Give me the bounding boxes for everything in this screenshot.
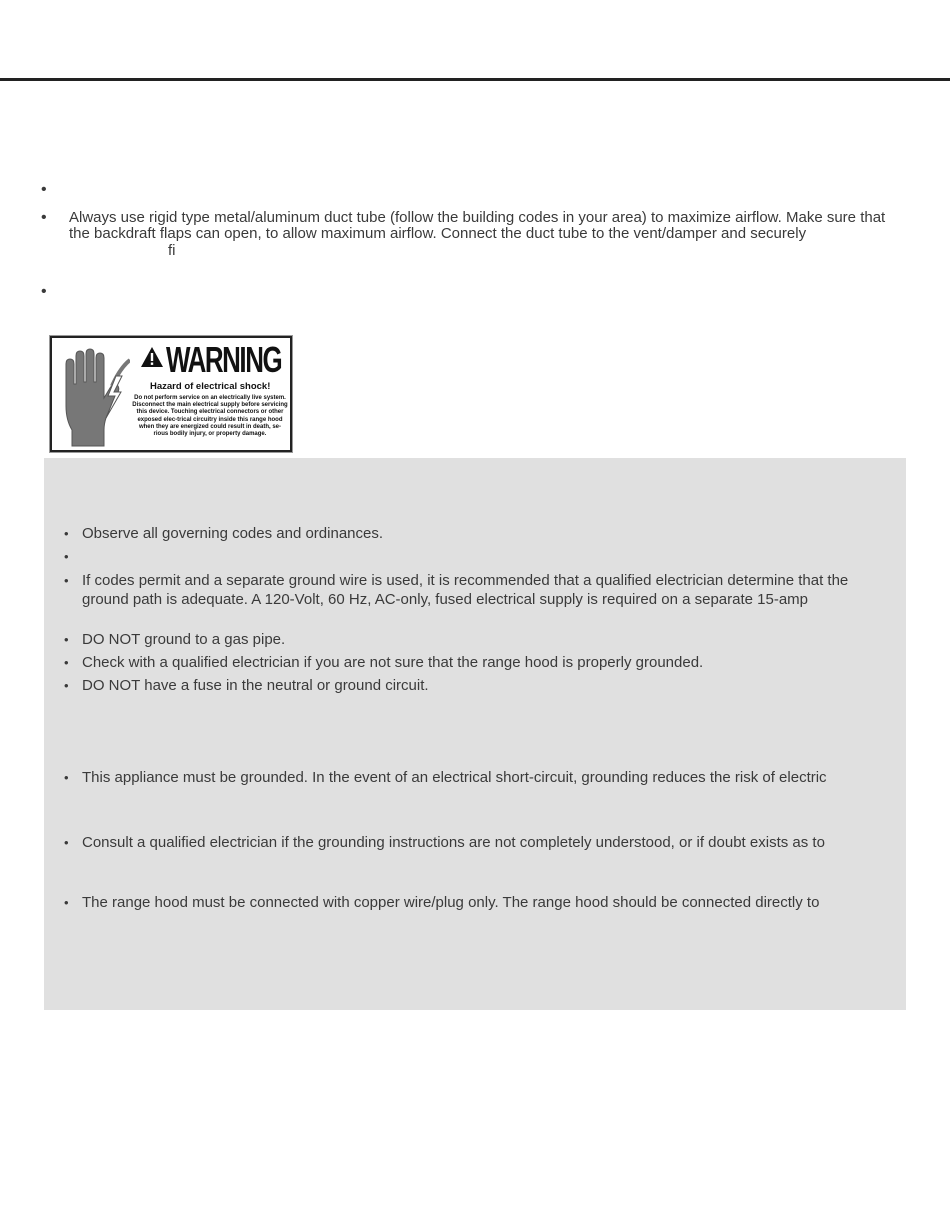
list-item-text: This appliance must be grounded. In the event of an electrical short-circuit, grounding reduces the risk of electric: [82, 769, 827, 786]
bullet: •: [64, 655, 69, 670]
bullet: •: [41, 181, 47, 198]
warning-subtitle: Hazard of electrical shock!: [150, 381, 271, 392]
warning-title: WARNING: [166, 339, 282, 380]
warning-triangle-icon: [140, 346, 164, 368]
header-rule: [0, 78, 950, 81]
bullet: •: [64, 678, 69, 693]
bullet: •: [64, 770, 69, 785]
list-item-text: DO NOT have a fuse in the neutral or ground circuit.: [82, 677, 429, 694]
bullet: •: [41, 209, 47, 226]
bullet: •: [64, 526, 69, 541]
bullet: •: [41, 283, 47, 300]
list-item-text: If codes permit and a separate ground wire is used, it is recommended that a qualified electrician determine that the ground path is adequate. A 120-Volt, 60 Hz, AC-only, fused electrical supply is required on a separate 15-amp: [82, 572, 849, 608]
list-item-text: The range hood must be connected with copper wire/plug only. The range hood should be connected directly to: [82, 894, 820, 911]
warning-label: [50, 336, 292, 452]
bullet: •: [64, 895, 69, 910]
list-item-text: Always use rigid type metal/aluminum duct tube (follow the building codes in your area) to maximize airflow. Make sure that the backdraft flaps can open, to allow maximum airflow. Connect the duct tube to the vent/damper and securely: [69, 209, 886, 242]
bullet: •: [64, 632, 69, 647]
list-item-text: Check with a qualified electrician if you are not sure that the range hood is properly grounded.: [82, 654, 704, 671]
electric-shock-hand-icon: [58, 346, 130, 448]
list-item-text: Observe all governing codes and ordinances.: [82, 525, 384, 542]
bullet: •: [64, 835, 69, 850]
bullet: •: [64, 573, 69, 588]
warning-body: Do not perform service on an electrically live system. Disconnect the main electrical supply before servicing this device. Touching electrical connectors or other exposed elec-trical circuitry inside this range hood when they are energized could result in death, se-rious bodily injury, or property damage.: [132, 395, 288, 438]
list-item-text: DO NOT ground to a gas pipe.: [82, 631, 286, 648]
text-fragment: fi: [168, 242, 176, 259]
bullet: •: [64, 549, 69, 564]
list-item-text: Consult a qualified electrician if the grounding instructions are not completely understood, or if doubt exists as to: [82, 834, 825, 851]
electrical-requirements-panel: [44, 458, 906, 1010]
